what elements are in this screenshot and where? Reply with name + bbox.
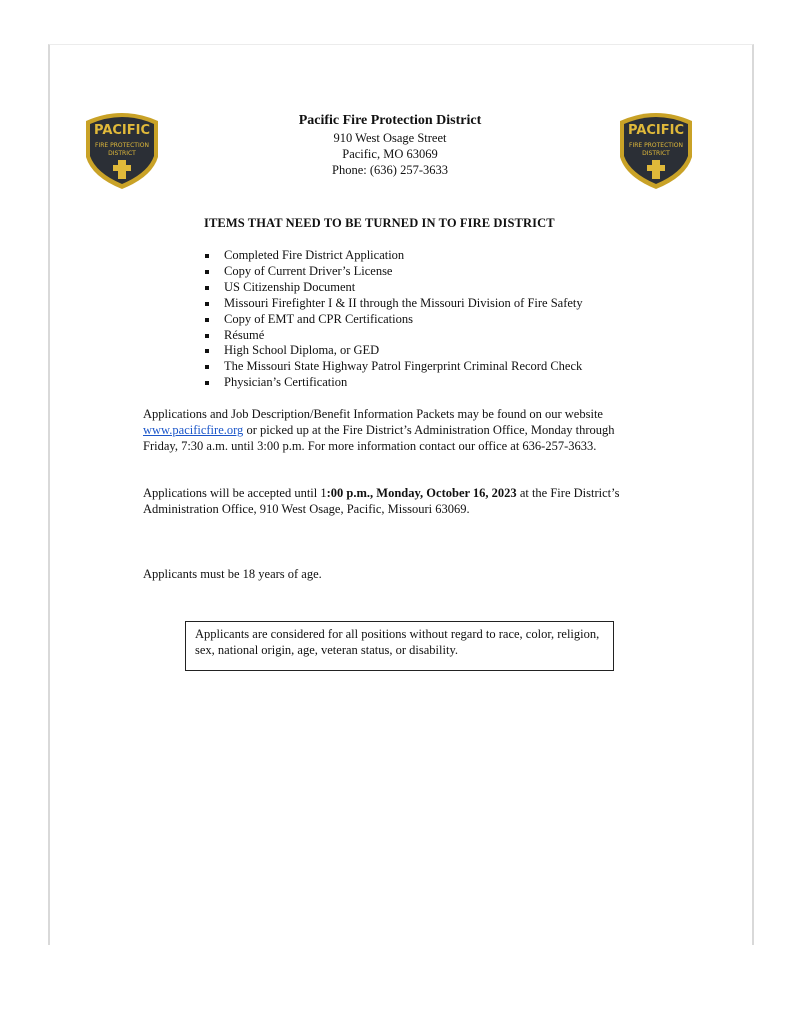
section-heading: ITEMS THAT NEED TO BE TURNED IN TO FIRE DISTRICT (204, 216, 555, 230)
paragraph-text: Applications and Job Description/Benefit Information Packets may be found on our website (143, 407, 603, 421)
website-link[interactable]: www.pacificfire.org (143, 423, 244, 437)
fire-district-logo-left (80, 107, 164, 191)
paragraph-text: Applications will be accepted until 1 (143, 486, 327, 500)
logo-middle-text-2: DISTRICT (642, 150, 670, 157)
phone-number: Phone: (636) 257-3633 (332, 163, 448, 177)
deadline-date: :00 p.m., Monday, October 16, 2023 (326, 486, 517, 500)
list-item: Completed Fire District Application (204, 248, 583, 264)
logo-top-text: PACIFIC (627, 123, 685, 138)
logo-middle-text-1: FIRE PROTECTION (629, 142, 683, 149)
logo-middle-text-1: FIRE PROTECTION (95, 142, 149, 149)
age-requirement: Applicants must be 18 years of age. (143, 567, 322, 581)
logo-top-text: PACIFIC (93, 123, 151, 138)
organization-name: Pacific Fire Protection District (298, 113, 482, 128)
street-address: 910 West Osage Street (333, 131, 447, 145)
list-item: Missouri Firefighter I & II through the Missouri Division of Fire Safety (204, 296, 583, 312)
list-item: US Citizenship Document (204, 280, 583, 296)
list-item: Copy of Current Driver’s License (204, 264, 583, 280)
letterhead (250, 112, 530, 178)
list-item: Copy of EMT and CPR Certifications (204, 312, 583, 328)
list-item: High School Diploma, or GED (204, 343, 583, 359)
list-item: Physician’s Certification (204, 375, 583, 391)
required-items-list (204, 248, 583, 391)
list-item: Résumé (204, 328, 583, 344)
city-state-zip: Pacific, MO 63069 (342, 147, 438, 161)
list-item: The Missouri State Highway Patrol Fingerprint Criminal Record Check (204, 359, 583, 375)
paragraph-text: at the Fire District’s Administration Office, 910 West Osage, Pacific, Missouri 63069. (143, 486, 620, 516)
logo-middle-text-2: DISTRICT (108, 150, 136, 157)
deadline-paragraph (143, 485, 648, 517)
application-info-paragraph (143, 406, 648, 454)
paragraph-text: or picked up at the Fire District’s Administration Office, Monday through Friday, 7:30 a.m. until 3:00 p.m. For more information contact our office at 636-257-3633. (143, 423, 615, 453)
equal-opportunity-notice: Applicants are considered for all positions without regard to race, color, religion, sex, national origin, age, veteran status, or disability. (185, 621, 614, 671)
fire-district-logo-right (614, 107, 698, 191)
